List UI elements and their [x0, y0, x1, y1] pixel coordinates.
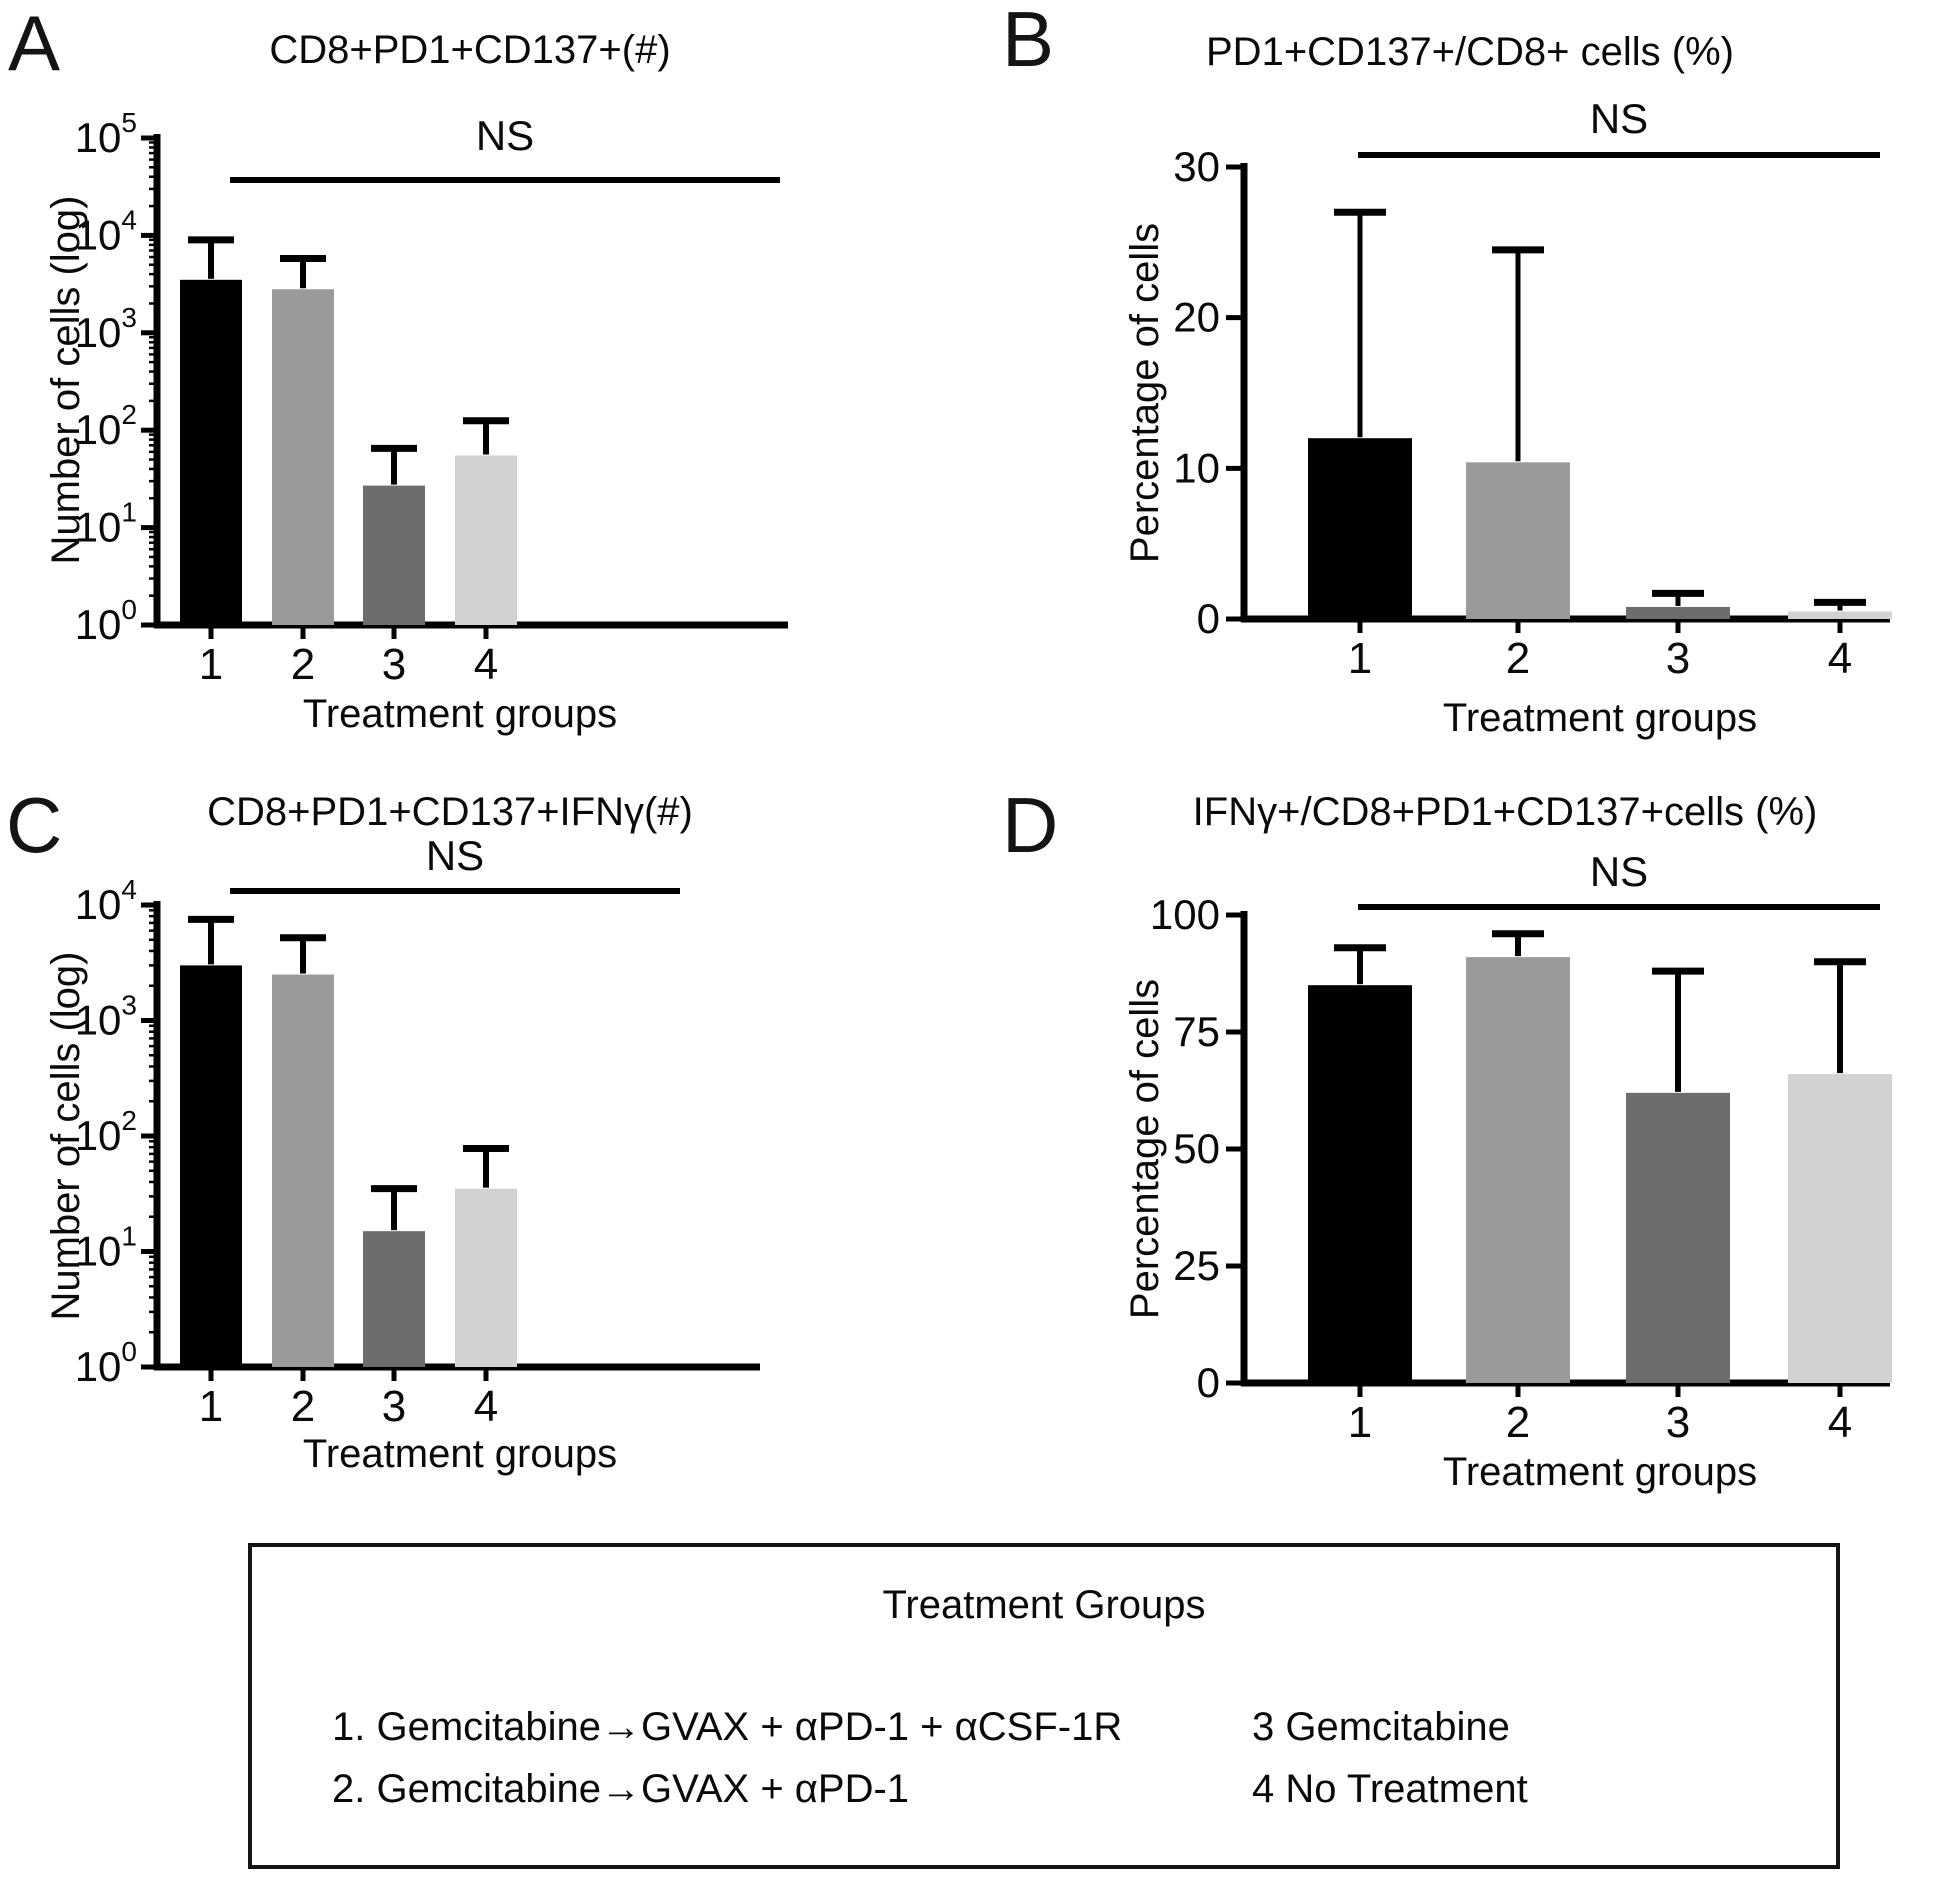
panel-b [950, 0, 1950, 780]
bar-group-3 [363, 486, 425, 625]
category-label: 4 [473, 1382, 499, 1431]
panel-d-ylabel: Percentage of cells [1123, 978, 1167, 1320]
y-tick-label: 30 [1173, 143, 1220, 190]
panel-a-ns-label: NS [475, 112, 535, 159]
category-label: 2 [290, 1382, 316, 1431]
y-tick-label: $10^5$ [74, 107, 137, 161]
bar-group-2 [272, 975, 334, 1367]
bar-group-2 [272, 289, 334, 625]
panel-a [0, 0, 950, 780]
category-label: 4 [473, 640, 499, 689]
panel-a-title: CD8+PD1+CD137+(#) [269, 28, 671, 72]
y-tick-label: 50 [1173, 1125, 1220, 1172]
category-label: 3 [1665, 634, 1691, 683]
panel-c-title: CD8+PD1+CD137+IFNγ(#) [207, 790, 693, 834]
bar-group-1 [180, 280, 242, 625]
category-label: 2 [1505, 634, 1531, 683]
category-label: 1 [198, 1382, 224, 1431]
legend-item-group-3: 3 Gemcitabine [1252, 1705, 1510, 1749]
panel-letter-c: C [6, 781, 63, 869]
panel-a-xlabel: Treatment groups [302, 692, 618, 736]
y-tick-label: 10 [1173, 444, 1220, 492]
y-tick-label: $10^1$ [74, 1220, 137, 1275]
panel-d [950, 780, 1950, 1580]
y-tick-label: 100 [1149, 891, 1220, 938]
treatment-groups-legend-box [248, 1543, 1840, 1869]
legend-title: Treatment Groups [882, 1583, 1206, 1627]
bar-group-1 [1308, 438, 1412, 619]
y-tick-label: $10^2$ [74, 399, 137, 454]
panel-d-xlabel: Treatment groups [1442, 1450, 1758, 1494]
panel-letter-a: A [8, 0, 61, 87]
panel-letter-b: B [1002, 0, 1055, 83]
panel-b-ns-label: NS [1589, 95, 1649, 142]
panel-d-title: IFNγ+/CD8+PD1+CD137+cells (%) [1192, 790, 1818, 834]
panel-letter-d: D [1002, 781, 1059, 869]
bar-group-4 [1788, 611, 1892, 619]
panel-c-ns-label: NS [425, 832, 485, 879]
y-tick-label: 0 [1196, 1359, 1220, 1406]
category-label: 4 [1827, 1398, 1853, 1447]
category-label: 3 [381, 640, 407, 689]
category-label: 4 [1827, 634, 1853, 683]
panel-b-xlabel: Treatment groups [1442, 696, 1758, 740]
bar-group-2 [1466, 462, 1570, 619]
category-label: 3 [1665, 1398, 1691, 1447]
bar-group-2 [1466, 957, 1570, 1383]
bar-group-3 [1626, 1093, 1730, 1383]
panel-d-ns-label: NS [1589, 848, 1649, 895]
panel-b-ylabel: Percentage of cells [1123, 222, 1167, 564]
panel-b-plot [950, 0, 1950, 780]
panel-b-title: PD1+CD137+/CD8+ cells (%) [1206, 30, 1734, 74]
category-label: 1 [1347, 1398, 1373, 1447]
bar-group-4 [455, 455, 517, 625]
y-tick-label: 75 [1173, 1008, 1220, 1055]
bar-group-1 [1308, 985, 1412, 1383]
category-label: 2 [1505, 1398, 1531, 1447]
category-label: 1 [1347, 634, 1373, 683]
panel-c-xlabel: Treatment groups [302, 1432, 618, 1476]
bar-group-3 [363, 1231, 425, 1367]
legend-item-group-2: 2. Gemcitabine→GVAX + αPD-1 [332, 1767, 910, 1811]
category-label: 2 [290, 640, 316, 689]
panel-c-ylabel: Number of cells (log) [44, 951, 88, 1321]
y-tick-label: 0 [1196, 595, 1220, 642]
y-tick-label: 25 [1173, 1242, 1220, 1289]
y-tick-label: $10^0$ [74, 594, 137, 648]
y-tick-label: $10^4$ [74, 204, 137, 259]
category-label: 3 [381, 1382, 407, 1431]
bar-group-1 [180, 965, 242, 1367]
y-tick-label: $10^0$ [74, 1336, 137, 1390]
bar-group-4 [455, 1189, 517, 1367]
category-label: 1 [198, 640, 224, 689]
y-tick-label: $10^3$ [74, 301, 137, 356]
y-tick-label: $10^3$ [74, 989, 137, 1044]
panel-a-ylabel: Number of cells (log) [44, 195, 88, 565]
legend-item-group-1: 1. Gemcitabine→GVAX + αPD-1 + αCSF-1R [332, 1705, 1123, 1749]
y-tick-label: $10^4$ [74, 874, 137, 928]
y-tick-label: 20 [1173, 293, 1220, 341]
y-tick-label: $10^1$ [74, 496, 137, 551]
bar-group-4 [1788, 1074, 1892, 1383]
panel-c [0, 780, 950, 1580]
legend-item-group-4: 4 No Treatment [1252, 1767, 1528, 1811]
bar-group-3 [1626, 607, 1730, 619]
y-tick-label: $10^2$ [74, 1105, 137, 1159]
